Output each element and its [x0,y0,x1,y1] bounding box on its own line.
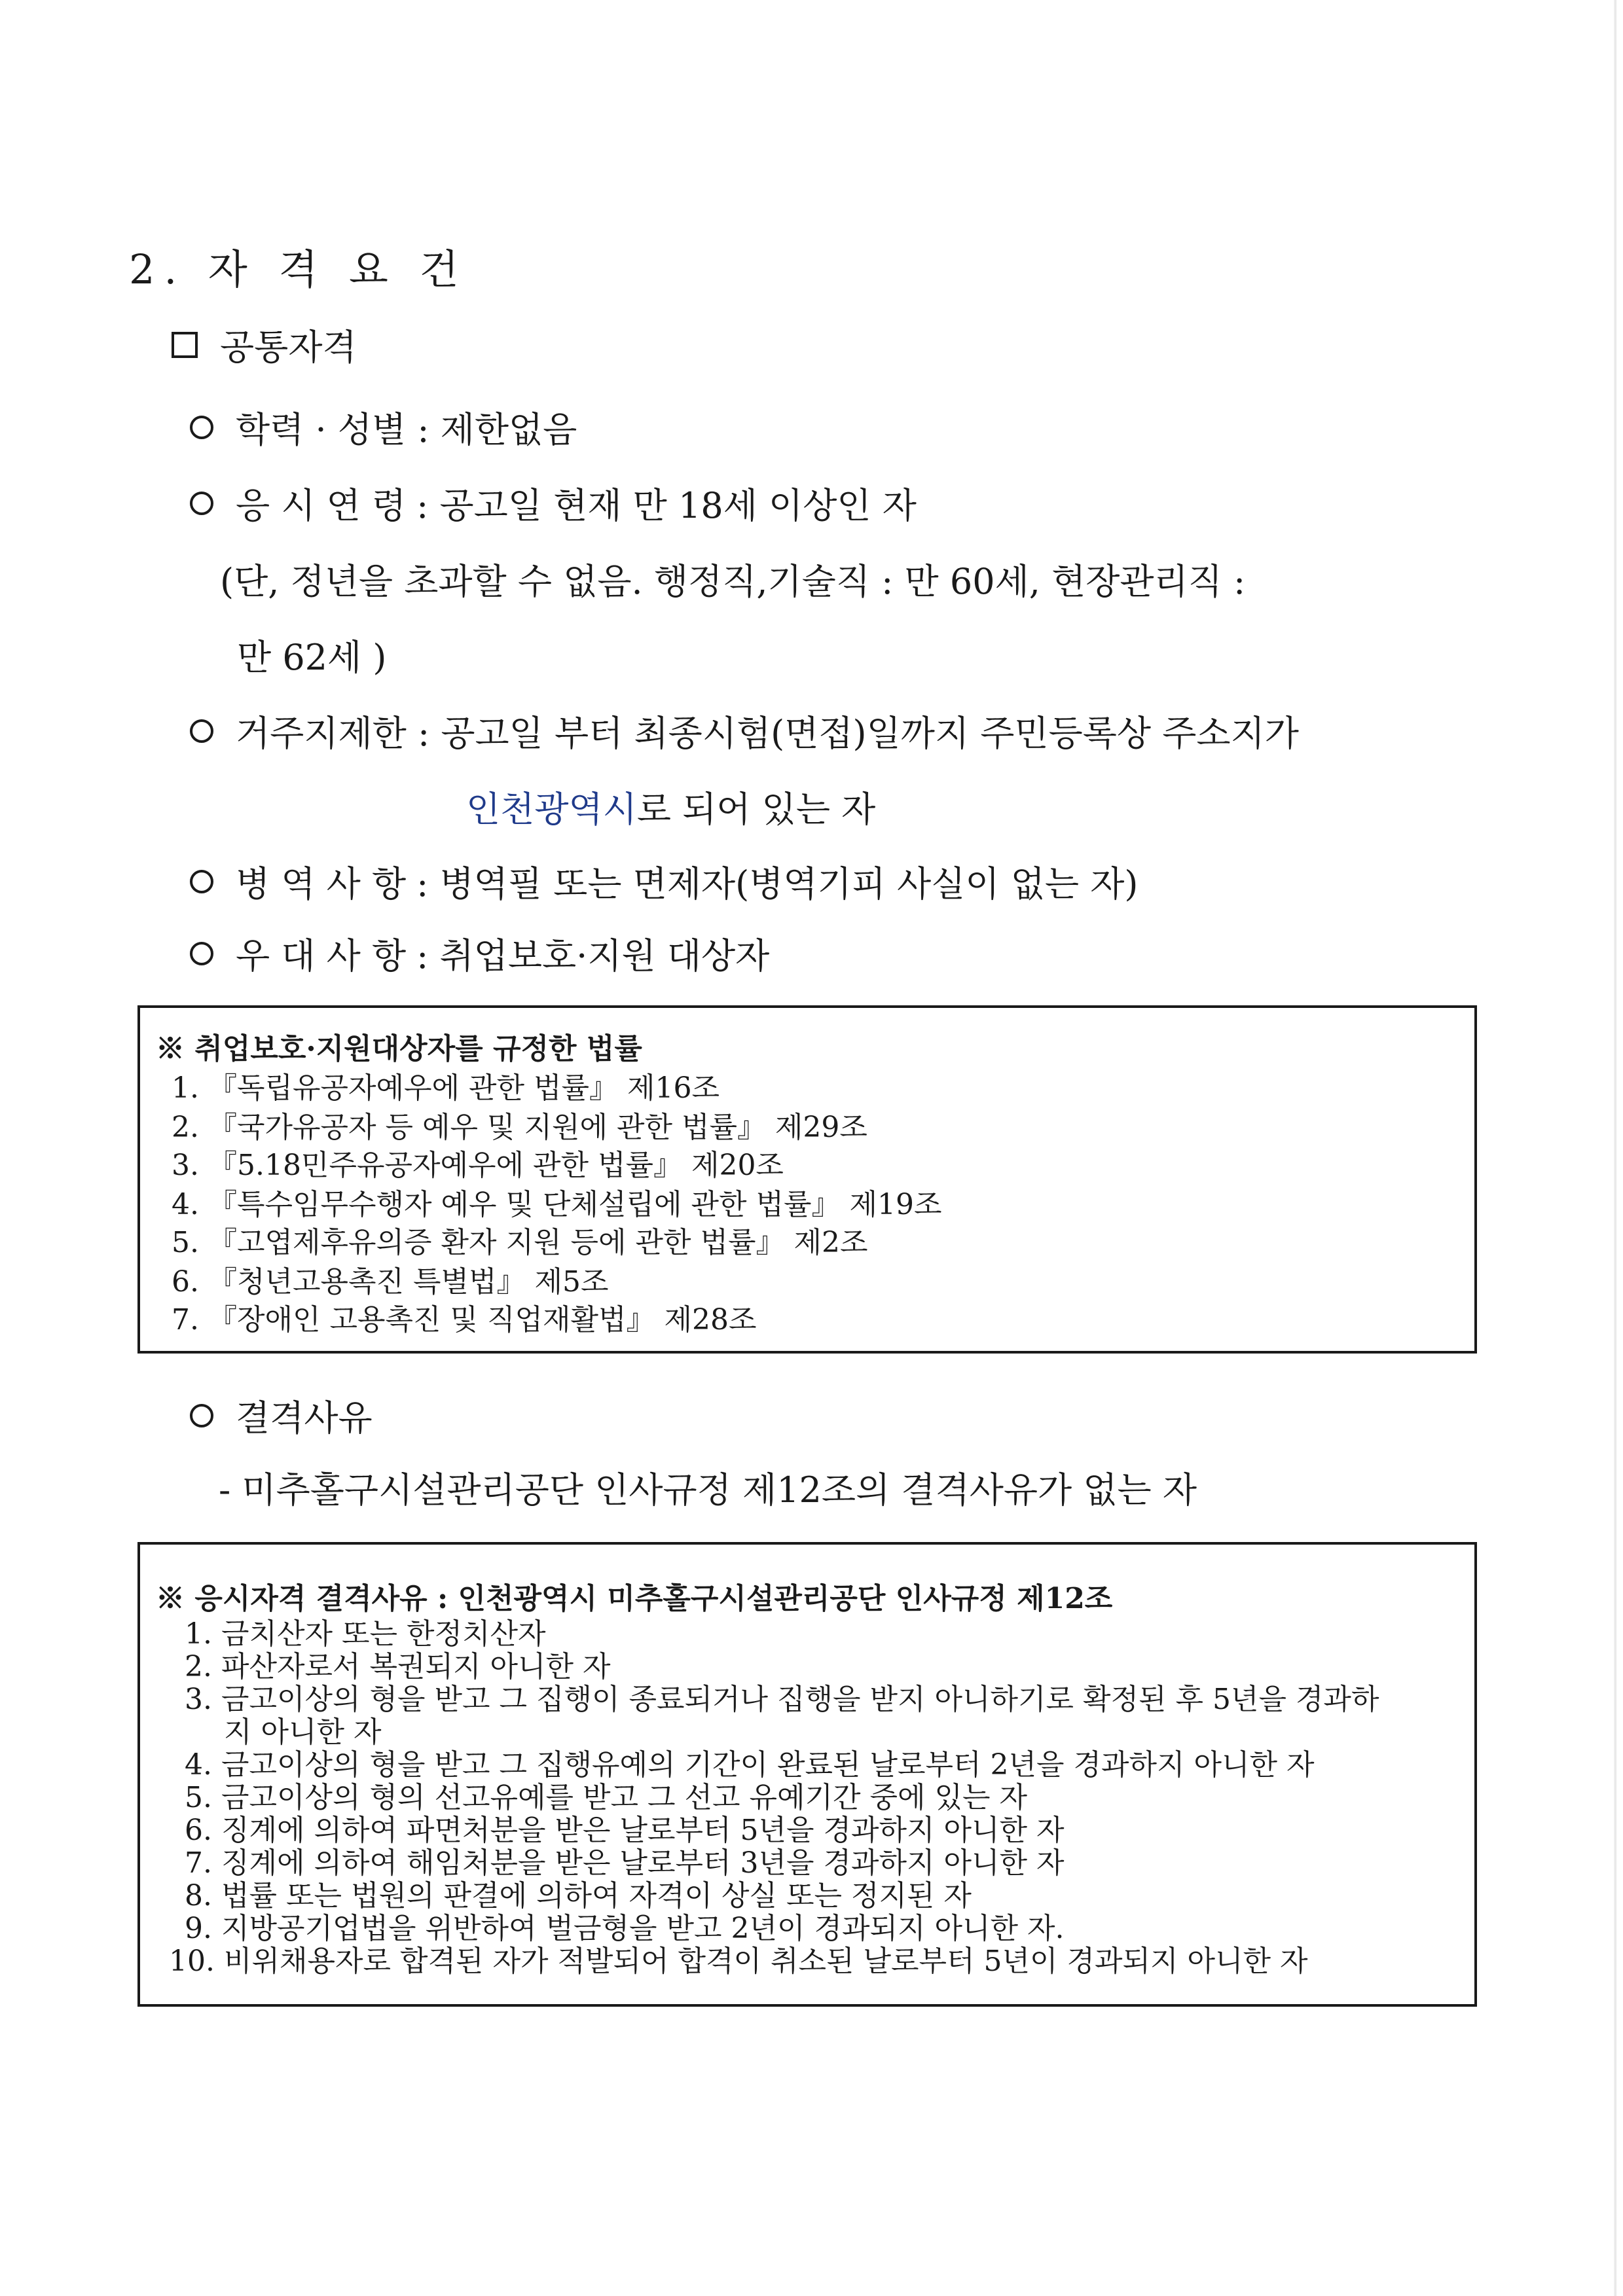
law-item: 4. 『특수임무수행자 예우 및 단체설립에 관한 법률』 제19조 [172,1188,942,1221]
circle-bullet-icon [190,1404,213,1427]
residence-item [190,706,1299,756]
residence-city: 인천광역시 [466,789,637,830]
disq-item: 4. 금고이상의 형을 받고 그 집행유예의 기간이 완료된 날로부터 2년을 경과하지 아니한 자 [185,1748,1315,1782]
preference-label: 우 대 사 항 [236,935,407,977]
checkbox-icon [172,332,198,358]
circle-bullet-icon [190,492,213,515]
residence-text: 거주지제한 : 공고일 부터 최종시험(면접)일까지 주민등록상 주소지가 [236,713,1299,754]
law-item: 1. 『독립유공자예우에 관한 법률』 제16조 [172,1071,720,1105]
disqualification-heading-text: 결격사유 [236,1397,373,1439]
military-label: 병 역 사 항 [236,863,407,905]
disq-item: 6. 징계에 의하여 파면처분을 받은 날로부터 5년을 경과하지 아니한 자 [185,1814,1065,1847]
disq-item: 9. 지방공기업법을 위반하여 벌금형을 받고 2년이 경과되지 아니한 자. [185,1912,1065,1945]
circle-bullet-icon [190,870,213,893]
law-item: 2. 『국가유공자 등 예우 및 지원에 관한 법률』 제29조 [172,1111,867,1144]
military-item [190,856,1138,906]
law-item: 7. 『장애인 고용촉진 및 직업재활법』 제28조 [172,1303,757,1336]
residence-continuation [466,781,875,832]
section-title: 2. 자 격 요 건 [129,245,468,293]
disq-item: 1. 금치산자 또는 한정치산자 [185,1617,546,1651]
age-note-line-2: 만 62세 ) [237,637,387,678]
disqualification-heading [190,1390,373,1441]
law-item: 3. 『5.18민주유공자예우에 관한 법률』 제20조 [172,1149,784,1182]
disq-box-title: ※ 응시자격 결격사유 : 인천광역시 미추홀구시설관리공단 인사규정 제12조 [156,1582,1113,1615]
law-item: 6. 『청년고용촉진 특별법』 제5조 [172,1265,609,1299]
age-item [190,478,917,528]
disqualification-text: - 미추홀구시설관리공단 인사규정 제12조의 결격사유가 없는 자 [219,1469,1197,1511]
disq-item: 10. 비위채용자로 합격된 자가 적발되어 합격이 취소된 날로부터 5년이 경과되지 아니한 자 [169,1945,1308,1978]
law-box-title: ※ 취업보호·지원대상자를 규정한 법률 [156,1032,642,1066]
disq-item: 2. 파산자로서 복권되지 아니한 자 [185,1650,611,1683]
preference-item [190,928,769,978]
disqualification-reasons-box [137,1542,1477,2007]
disq-item: 3. 금고이상의 형을 받고 그 집행이 종료되거나 집행을 받지 아니하기로 확정된 후 5년을 경과하 [185,1683,1379,1716]
residence-rest: 로 되어 있는 자 [636,789,876,830]
page-edge-shadow [1614,0,1616,2296]
education-gender-text: 학력 · 성별 : 제한없음 [236,409,577,450]
common-qualification-heading [172,319,357,370]
disq-item-continuation: 지 아니한 자 [224,1715,382,1749]
military-text: : 병역필 또는 면제자(병역기피 사실이 없는 자) [416,863,1139,905]
law-item: 5. 『고엽제후유의증 환자 지원 등에 관한 법률』 제2조 [172,1226,868,1259]
circle-bullet-icon [190,942,213,965]
education-gender-item [190,402,577,452]
age-note-line-1: (단, 정년을 초과할 수 없음. 행정직,기술직 : 만 60세, 현장관리직 : [220,561,1246,602]
employment-protection-law-box [137,1005,1477,1354]
circle-bullet-icon [190,416,213,439]
age-text: : 공고일 현재 만 18세 이상인 자 [416,485,917,526]
preference-text: : 취업보호·지원 대상자 [416,935,770,977]
age-label: 응 시 연 령 [236,485,407,526]
disq-item: 5. 금고이상의 형의 선고유예를 받고 그 선고 유예기간 중에 있는 자 [185,1781,1027,1814]
disq-item: 7. 징계에 의하여 해임처분을 받은 날로부터 3년을 경과하지 아니한 자 [185,1846,1065,1880]
disq-item: 8. 법률 또는 법원의 판결에 의하여 자격이 상실 또는 정지된 자 [185,1879,972,1912]
common-heading-label: 공통자격 [220,327,357,368]
circle-bullet-icon [190,719,213,743]
